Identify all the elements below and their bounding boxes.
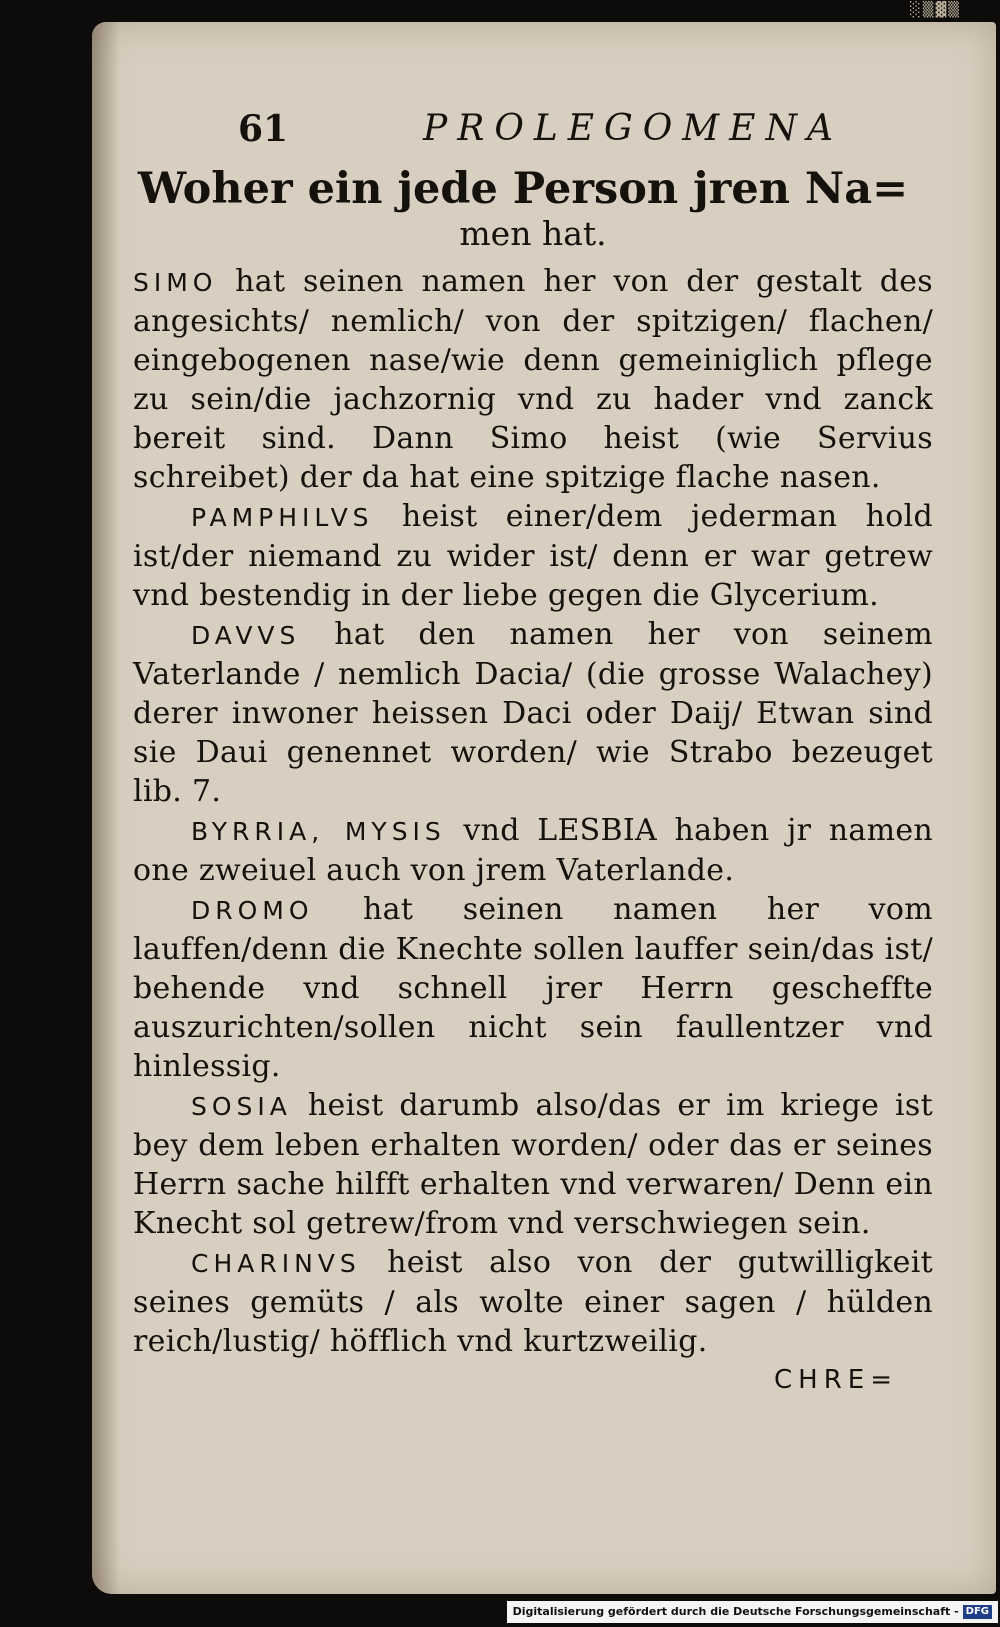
paragraph-text: heist einer/dem jederman hold ist/der niemand zu wider ist/ denn er war getrew vnd bestendig in der liebe gegen die Glycerium. — [133, 499, 933, 613]
chapter-title-continued: men hat. — [459, 214, 607, 253]
paragraph-davus — [133, 615, 933, 811]
catchword: CHRE= — [774, 1365, 898, 1395]
page-text-block — [133, 100, 933, 1395]
character-name: CHARINVS — [191, 1249, 361, 1278]
corner-marks: ░▒▓▒ — [910, 2, 962, 18]
page-edge-corner — [890, 0, 1000, 22]
page-header — [133, 100, 933, 164]
paragraph-simo — [133, 262, 933, 497]
paragraph-byrria — [133, 811, 933, 890]
paragraph-pamphilus — [133, 497, 933, 615]
character-name: DROMO — [191, 896, 314, 925]
paragraph-charinus — [133, 1243, 933, 1361]
character-name: PAMPHILVS — [191, 503, 374, 532]
paragraph-text: hat den namen her von seinem Vaterlande / nemlich Dacia/ (die grosse Walachey) derer inwoner heissen Daci oder Daij/ Etwan sind sie Daui genennet worden/ wie Strabo bezeuget lib. 7. — [133, 617, 933, 809]
paragraph-dromo — [133, 890, 933, 1086]
character-name: SOSIA — [191, 1092, 292, 1121]
credit-text: Digitalisierung gefördert durch die Deutsche Forschungsgemeinschaft - — [512, 1605, 959, 1618]
character-name: BYRRIA, MYSIS — [191, 817, 446, 846]
character-name: SIMO — [133, 268, 218, 297]
dfg-logo: DFG — [963, 1605, 992, 1619]
chapter-title: Woher ein jede Person jren Na= — [137, 164, 909, 214]
paragraph-text: heist darumb also/das er im kriege ist bey dem leben erhalten worden/ oder das er seines Herrn sache hilfft erhalten vnd verwaren/ Denn ein Knecht sol getrew/from vnd verschwiegen sein. — [133, 1088, 933, 1241]
page-number: 61 — [238, 108, 289, 150]
character-name: DAVVS — [191, 621, 301, 650]
paragraph-sosia — [133, 1086, 933, 1243]
paragraph-text: hat seinen namen her von der gestalt des angesichts/ nemlich/ von der spitzigen/ flachen/ eingebogenen nase/wie denn gemeiniglich pflege zu sein/die jachzornig vnd zu hader vnd zanck bereit sind. Dann Simo heist (wie Servius schreibet) der da hat eine spitzige flache nasen. — [133, 264, 933, 495]
running-head: PROLEGOMENA — [423, 108, 843, 149]
digitization-credit — [507, 1601, 998, 1623]
paragraph-text: heist also von der gutwilligkeit seines gemüts / als wolte einer sagen / hülden reich/lustig/ höfflich vnd kurtzweilig. — [133, 1245, 933, 1359]
paragraph-text: vnd LESBIA haben jr namen one zweiuel auch von jrem Vaterlande. — [133, 813, 933, 888]
paragraph-text: hat seinen namen her vom lauffen/denn die Knechte sollen lauffer sein/das ist/ behende vnd schnell jrer Herrn gescheffte auszurichten/sollen nicht sein faullentzer vnd hinlessig. — [133, 892, 933, 1084]
